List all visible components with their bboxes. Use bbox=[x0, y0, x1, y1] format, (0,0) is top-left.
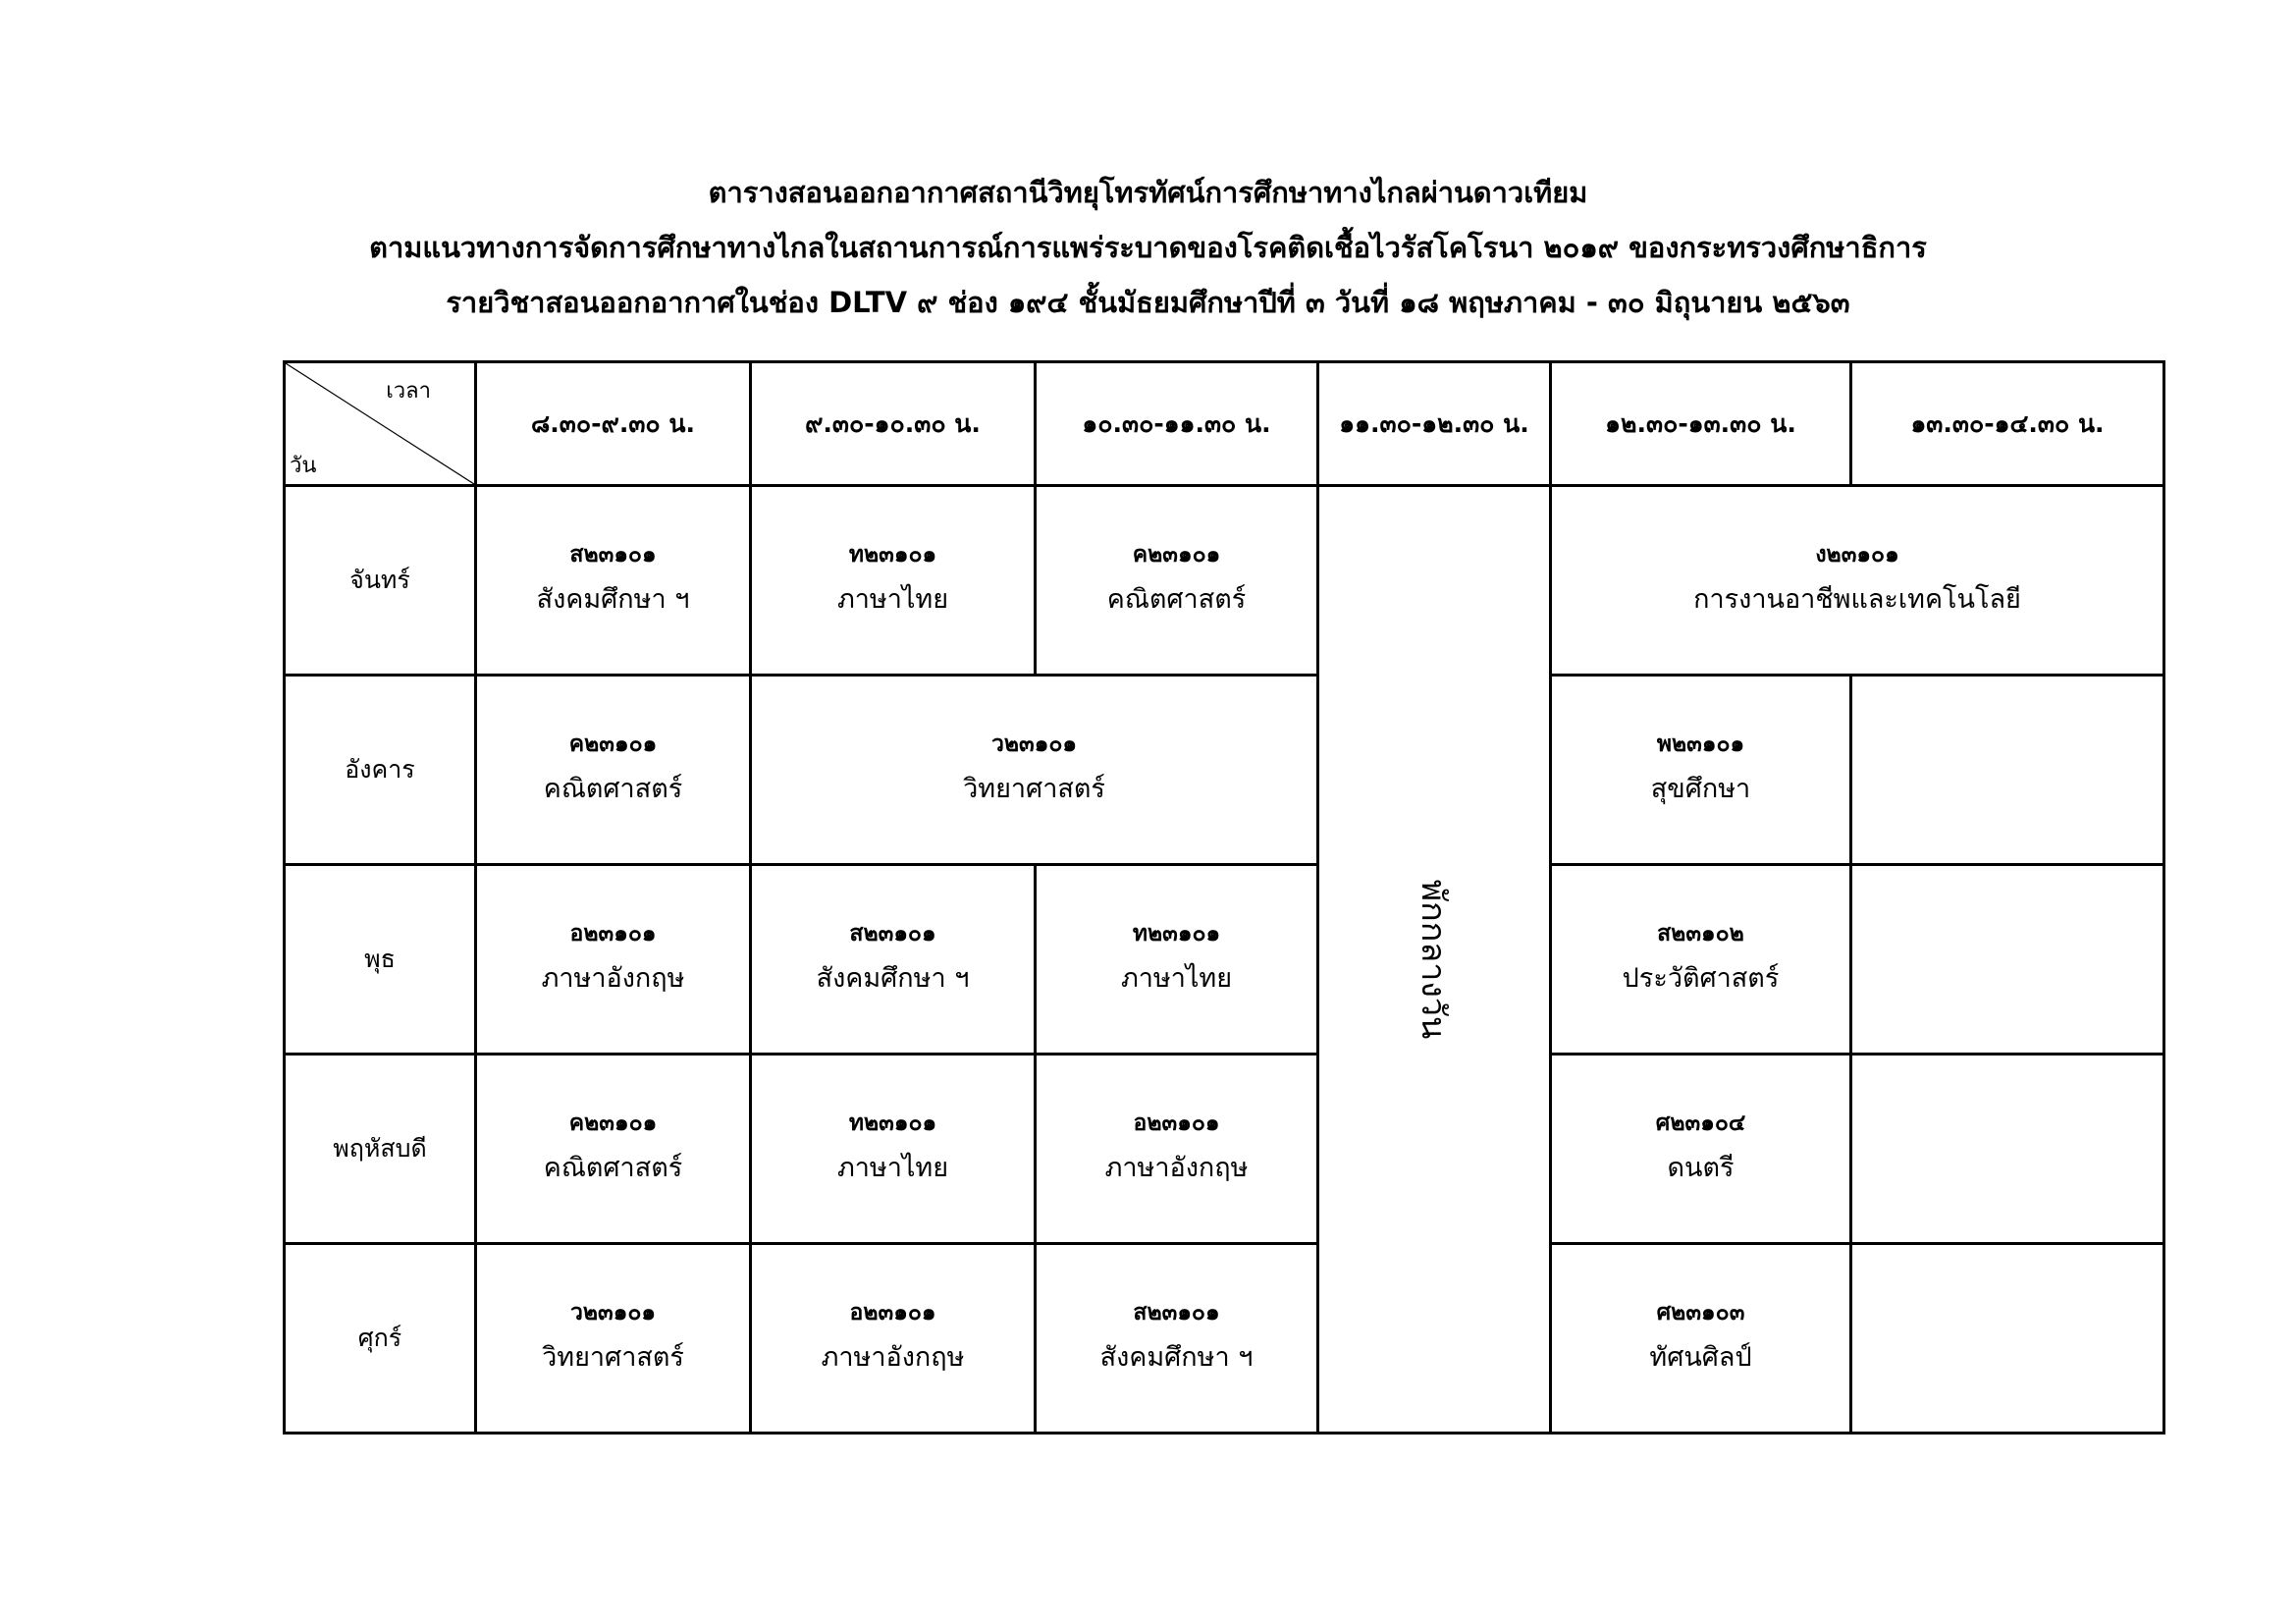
corner-time-label: เวลา bbox=[386, 379, 431, 404]
course-code: ส๒๓๑๐๑ bbox=[1133, 1300, 1220, 1326]
course-code: ส๒๓๑๐๒ bbox=[1657, 921, 1744, 947]
course-subject: วิทยาศาสตร์ bbox=[963, 774, 1105, 804]
empty-cell bbox=[1851, 1055, 2164, 1244]
course-subject: สังคมศึกษา ฯ bbox=[816, 963, 970, 994]
class-cell bbox=[1551, 486, 2164, 676]
class-cell bbox=[476, 486, 751, 676]
course-code: พ๒๓๑๐๑ bbox=[1656, 731, 1745, 757]
course-code: อ๒๓๑๐๑ bbox=[1133, 1110, 1220, 1136]
empty-cell bbox=[1851, 676, 2164, 865]
course-code: ท๒๓๑๐๑ bbox=[1132, 921, 1221, 947]
title-line-1: ตารางสอนออกอากาศสถานีวิทยุโทรทัศน์การศึกษาทางไกลผ่านดาวเทียม bbox=[708, 176, 1588, 209]
class-cell bbox=[476, 676, 751, 865]
course-subject: ประวัติศาสตร์ bbox=[1622, 963, 1780, 994]
course-subject: การงานอาชีพและเทคโนโลยี bbox=[1693, 584, 2021, 615]
course-subject: ภาษาอังกฤษ bbox=[821, 1342, 965, 1373]
time-header: ๑๓.๓๐-๑๔.๓๐ น. bbox=[1851, 362, 2164, 486]
course-subject: ภาษาอังกฤษ bbox=[541, 963, 685, 994]
course-code: ค๒๓๑๐๑ bbox=[568, 1110, 658, 1136]
class-cell bbox=[1551, 1055, 1851, 1244]
class-cell bbox=[1036, 486, 1318, 676]
course-subject: ทัศนศิลป์ bbox=[1649, 1342, 1752, 1373]
class-cell bbox=[751, 1244, 1036, 1434]
day-name: อังคาร bbox=[285, 676, 476, 865]
course-code: ว๒๓๑๐๑ bbox=[990, 731, 1078, 757]
day-name: ศุกร์ bbox=[285, 1244, 476, 1434]
class-cell bbox=[476, 1055, 751, 1244]
course-subject: สังคมศึกษา ฯ bbox=[1099, 1342, 1254, 1373]
time-header: ๘.๓๐-๙.๓๐ น. bbox=[476, 362, 751, 486]
course-subject: คณิตศาสตร์ bbox=[543, 774, 683, 804]
course-code: ท๒๓๑๐๑ bbox=[848, 1110, 937, 1136]
class-cell bbox=[1551, 865, 1851, 1055]
class-cell bbox=[751, 1055, 1036, 1244]
corner-day-label: วัน bbox=[290, 454, 317, 478]
course-code: ว๒๓๑๐๑ bbox=[569, 1300, 657, 1326]
course-subject: ดนตรี bbox=[1667, 1153, 1735, 1183]
class-cell bbox=[476, 865, 751, 1055]
header-row bbox=[285, 362, 2164, 486]
schedule-table bbox=[283, 360, 2165, 1435]
class-cell bbox=[476, 1244, 751, 1434]
course-subject: ภาษาไทย bbox=[836, 1153, 949, 1183]
course-code: ส๒๓๑๐๑ bbox=[849, 921, 936, 947]
day-name: พฤหัสบดี bbox=[285, 1055, 476, 1244]
course-code: อ๒๓๑๐๑ bbox=[849, 1300, 936, 1326]
course-code: ท๒๓๑๐๑ bbox=[848, 542, 937, 568]
day-row-monday bbox=[285, 486, 2164, 676]
course-code: ศ๒๓๑๐๔ bbox=[1655, 1110, 1746, 1136]
title-line-3: รายวิชาสอนออกอากาศในช่อง DLTV ๙ ช่อง ๑๙๔ ชั้นมัธยมศึกษาปีที่ ๓ วันที่ ๑๘ พฤษภาคม - ๓๐ มิถุนายน ๒๕๖๓ bbox=[446, 286, 1850, 319]
course-subject: สังคมศึกษา ฯ bbox=[536, 584, 690, 615]
day-name: จันทร์ bbox=[285, 486, 476, 676]
class-cell bbox=[1036, 1055, 1318, 1244]
class-cell bbox=[751, 486, 1036, 676]
course-code: ศ๒๓๑๐๓ bbox=[1656, 1300, 1745, 1326]
course-subject: ภาษาอังกฤษ bbox=[1104, 1153, 1249, 1183]
class-cell bbox=[1036, 865, 1318, 1055]
corner-cell bbox=[285, 362, 476, 486]
day-row-tuesday bbox=[285, 676, 2164, 865]
lunch-break-cell bbox=[1318, 486, 1551, 1434]
empty-cell bbox=[1851, 865, 2164, 1055]
day-row-wednesday bbox=[285, 865, 2164, 1055]
title-line-2: ตามแนวทางการจัดการศึกษาทางไกลในสถานการณ์การแพร่ระบาดของโรคติดเชื้อไวรัสโคโรนา ๒๐๑๙ ของกระทรวงศึกษาธิการ bbox=[369, 231, 1927, 264]
lunch-break-label: พักกลางวัน bbox=[1414, 879, 1453, 1040]
course-subject: คณิตศาสตร์ bbox=[1106, 584, 1247, 615]
time-header: ๙.๓๐-๑๐.๓๐ น. bbox=[751, 362, 1036, 486]
time-header: ๑๑.๓๐-๑๒.๓๐ น. bbox=[1318, 362, 1551, 486]
time-header: ๑๐.๓๐-๑๑.๓๐ น. bbox=[1036, 362, 1318, 486]
day-row-friday bbox=[285, 1244, 2164, 1434]
time-header: ๑๒.๓๐-๑๓.๓๐ น. bbox=[1551, 362, 1851, 486]
class-cell bbox=[1551, 676, 1851, 865]
class-cell bbox=[751, 676, 1318, 865]
course-subject: คณิตศาสตร์ bbox=[543, 1153, 683, 1183]
class-cell bbox=[751, 865, 1036, 1055]
course-code: อ๒๓๑๐๑ bbox=[569, 921, 657, 947]
empty-cell bbox=[1851, 1244, 2164, 1434]
day-row-thursday bbox=[285, 1055, 2164, 1244]
course-subject: สุขศึกษา bbox=[1650, 774, 1751, 804]
course-subject: ภาษาไทย bbox=[836, 584, 949, 615]
class-cell bbox=[1036, 1244, 1318, 1434]
day-name: พุธ bbox=[285, 865, 476, 1055]
course-subject: ภาษาไทย bbox=[1120, 963, 1233, 994]
course-code: ค๒๓๑๐๑ bbox=[1132, 542, 1221, 568]
course-code: ค๒๓๑๐๑ bbox=[568, 731, 658, 757]
course-subject: วิทยาศาสตร์ bbox=[542, 1342, 684, 1373]
document-titles bbox=[0, 165, 2296, 330]
class-cell bbox=[1551, 1244, 1851, 1434]
course-code: ส๒๓๑๐๑ bbox=[569, 542, 657, 568]
course-code: ง๒๓๑๐๑ bbox=[1815, 542, 1899, 568]
